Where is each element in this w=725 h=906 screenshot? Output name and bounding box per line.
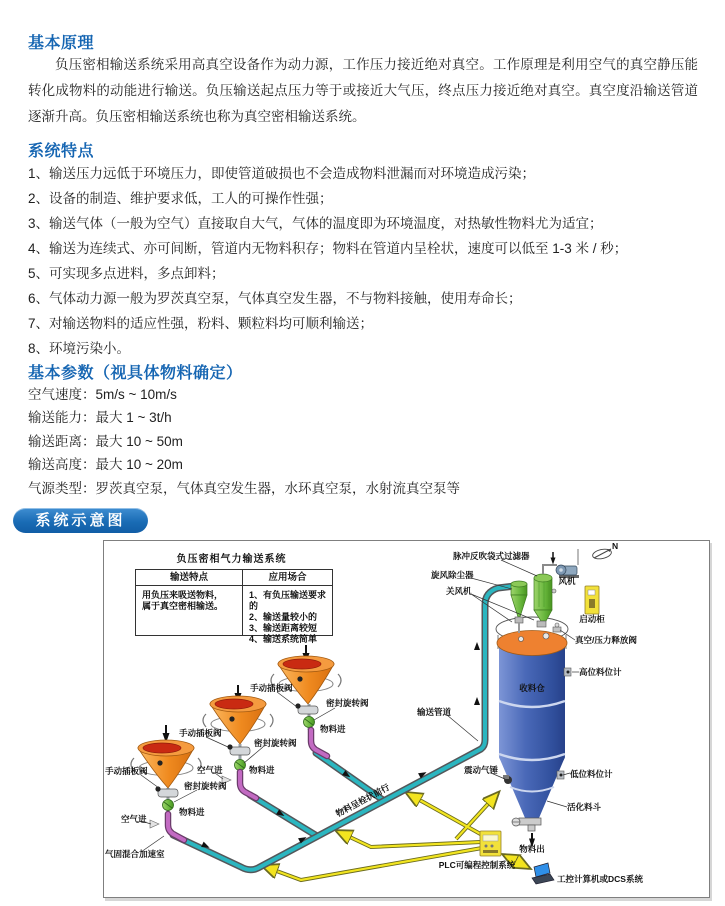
feature-item: 2、设备的制造、维护要求低，工人的可操作性强； [28, 191, 333, 206]
section-heading-principle: 基本原理 [28, 35, 95, 52]
parameter-item: 气源类型：罗茨真空泵，气体真空发生器，水环真空泵，水射流真空泵等 [28, 480, 460, 496]
label-rotary-valve-1: 密封旋转阀 [184, 781, 227, 791]
feature-item: 6、气体动力源一般为罗茨真空泵，气体真空发生器，不与物料接触，使用寿命长； [28, 291, 522, 306]
parameter-item: 输送高度：最大 10 ~ 20m [28, 457, 183, 473]
flow-arrows [201, 642, 480, 850]
feature-item: 7、对输送物料的适应性强，粉料、颗粒料均可顺利输送； [28, 316, 374, 331]
pulse-bag-filter [534, 552, 557, 627]
feed-hoppers [131, 645, 341, 840]
label-material-in-2: 物料进 [249, 765, 275, 775]
feature-item: 8、环境污染小。 [28, 341, 131, 356]
label-pulse-filter: 脉冲反吹袋式过滤器 [453, 551, 530, 561]
label-activation-hopper: 活化料斗 [567, 802, 602, 812]
label-start-cabinet: 启动柜 [579, 614, 605, 624]
feature-item: 1、输送压力远低于环境压力，即使管道破损也不会造成物料泄漏而对环境造成污染； [28, 166, 536, 181]
label-plug-flow: 物料呈栓状前行 [333, 781, 392, 819]
section-heading-features: 系统特点 [28, 143, 95, 160]
label-silo: 收料仓 [519, 683, 545, 693]
feature-item: 4、输送为连续式、亦可间断，管道内无物料积存；物料在管道内呈栓状，速度可以低至 1-3 米 / 秒； [28, 241, 628, 256]
label-cyclone: 旋风除尘器 [431, 570, 474, 580]
high-level-sensor [564, 668, 571, 676]
label-high-level: 高位料位计 [579, 667, 622, 677]
feature-item: 5、可实现多点进料，多点卸料； [28, 266, 225, 281]
table-application-item: 3、输送距离较短 [249, 623, 318, 633]
label-plc: PLC可编程控制系统 [438, 860, 516, 870]
label-accelerator: 气固混合加速室 [105, 849, 165, 859]
fan-unit [556, 549, 579, 578]
table-feature-line: 属于真空密相输送。 [142, 601, 224, 611]
parameter-item: 输送距离：最大 10 ~ 50m [28, 433, 183, 449]
parameter-item: 输送能力：最大 1 ~ 3t/h [28, 410, 172, 426]
label-material-out: 物料出 [519, 844, 545, 854]
feature-item: 3、输送气体（一般为空气）直接取自大气，气体的温度即为环境温度，对热敏性物料尤为适宜； [28, 216, 603, 231]
parameter-item: 空气速度：5m/s ~ 10m/s [28, 387, 177, 402]
table-application-item: 1、有负压输送要求的 [249, 590, 327, 611]
compass-icon [592, 541, 618, 560]
table-application-item: 4、输送系统简单 [249, 634, 318, 644]
parameters-list [28, 383, 708, 500]
label-air-in-2: 空气进 [197, 765, 223, 775]
features-list [28, 161, 708, 361]
label-rotary-valve-3: 密封旋转阀 [326, 698, 369, 708]
diagram-title: 负压密相气力输送系统 [176, 554, 287, 565]
label-gate-valve-1: 手动插板阀 [105, 766, 148, 776]
label-rotary-airlock: 关风机 [446, 586, 472, 596]
compass-n-label: N [612, 541, 619, 551]
label-material-in-1: 物料进 [179, 807, 205, 817]
label-computer: 工控计算机或DCS系统 [557, 874, 643, 884]
label-rotary-valve-2: 密封旋转阀 [254, 738, 297, 748]
label-air-in-1: 空气进 [121, 814, 147, 824]
low-level-sensor [557, 771, 564, 779]
start-cabinet [585, 586, 599, 614]
label-gate-valve-2: 手动插板阀 [179, 728, 222, 738]
label-material-in-3: 物料进 [320, 724, 346, 734]
label-low-level: 低位料位计 [570, 769, 613, 779]
cyclone-separator [511, 581, 527, 633]
label-pipe: 输送管道 [417, 707, 452, 717]
principle-paragraph: 负压密相输送系统采用高真空设备作为动力源，工作压力接近绝对真空。工作原理是利用空气的真空静压能转化成物料的动能进行输送。负压输送起点压力等于或接近大气压，终点压力接近绝对真空。真空度沿输送管道逐渐升高。负压密相输送系统也称为真空密相输送系统。 [28, 57, 698, 124]
label-air-hammer: 震动气锤 [464, 765, 499, 775]
label-vacuum-release: 真空/压力释放阀 [575, 635, 637, 645]
table-header-application: 应用场合 [268, 572, 307, 583]
vacuum-release-valve [553, 623, 561, 632]
schematic-diagram [103, 540, 710, 898]
schematic-svg [104, 541, 709, 897]
label-gate-valve-3: 手动插板阀 [250, 683, 293, 693]
schematic-section-badge: 系统示意图 [13, 508, 148, 533]
industrial-computer [532, 863, 554, 884]
section-heading-parameters: 基本参数（视具体物料确定） [28, 365, 243, 382]
plc-cabinet [480, 831, 501, 856]
table-application-item: 2、输送量较小的 [249, 612, 318, 622]
table-header-feature: 输送特点 [136, 570, 243, 585]
receiving-silo [496, 617, 571, 848]
label-fan: 风机 [558, 576, 576, 586]
table-feature-line: 用负压来吸送物料， [142, 590, 224, 600]
